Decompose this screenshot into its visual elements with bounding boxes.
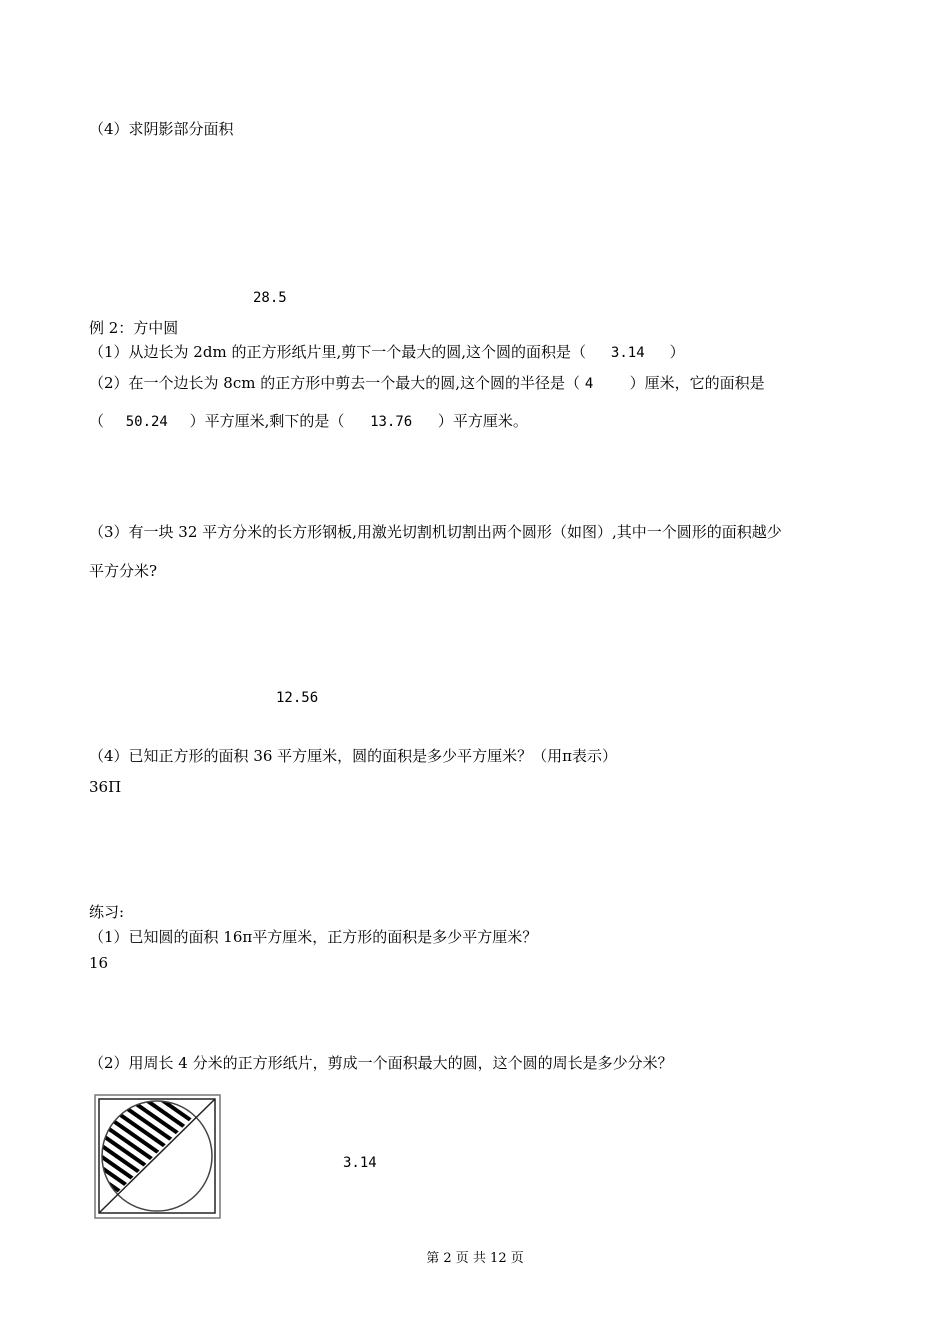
ex2-q2-area: 50.24 — [125, 414, 168, 430]
ex2-q4: （4）已知正方形的面积 36 平方厘米，圆的面积是多少平方厘米？（用π表示） — [89, 747, 618, 765]
practice-q1-answer: 16 — [89, 954, 109, 972]
practice-q2: （2）用周长 4 分米的正方形纸片，剪成一个面积最大的圆，这个圆的周长是多少分米？ — [89, 1054, 673, 1072]
ex2-q2-radius: 4 — [584, 376, 594, 392]
ex2-q1-answer: 3.14 — [610, 345, 645, 361]
practice-q2-answer: 3.14 — [343, 1155, 377, 1171]
ex2-q2-line2 — [89, 412, 528, 431]
page-footer: 第 2 页 共 12 页 — [426, 1251, 524, 1266]
ex2-q1-text: （1）从边长为 2dm 的正方形纸片里,剪下一个最大的圆,这个圆的面积是（ — [89, 343, 586, 361]
q4-shadow-question: （4）求阴影部分面积 — [89, 120, 234, 138]
practice-q1: （1）已知圆的面积 16π平方厘米，正方形的面积是多少平方厘米？ — [89, 928, 538, 946]
ex2-q2-open: （ — [89, 412, 105, 430]
ex2-q2-line1-end: ）厘米，它的面积是 — [629, 374, 765, 392]
square-circle-figure — [94, 1094, 222, 1220]
ex2-q1 — [89, 343, 685, 362]
ex2-q3-line2: 平方分米? — [89, 562, 158, 580]
example2-title: 例 2：方中圆 — [89, 319, 179, 337]
ex2-q2-mid: ）平方厘米,剩下的是（ — [189, 412, 345, 430]
ex2-q2-text: （2）在一个边长为 8cm 的正方形中剪去一个最大的圆,这个圆的半径是（ — [89, 374, 581, 392]
ex2-q2-line1 — [89, 374, 765, 393]
ex2-q1-end: ） — [669, 343, 685, 361]
ex2-q3-line1: （3）有一块 32 平方分米的长方形钢板,用激光切割机切割出两个圆形（如图）,其中一个圆形的面积越少 — [89, 523, 782, 541]
ex2-q2-remain: 13.76 — [370, 414, 413, 430]
practice-title: 练习: — [89, 903, 125, 921]
q4-shadow-answer: 28.5 — [253, 290, 287, 306]
ex2-q2-end: ）平方厘米。 — [437, 412, 528, 430]
ex2-q3-answer: 12.56 — [276, 690, 319, 706]
ex2-q4-answer: 36Π — [89, 778, 122, 796]
